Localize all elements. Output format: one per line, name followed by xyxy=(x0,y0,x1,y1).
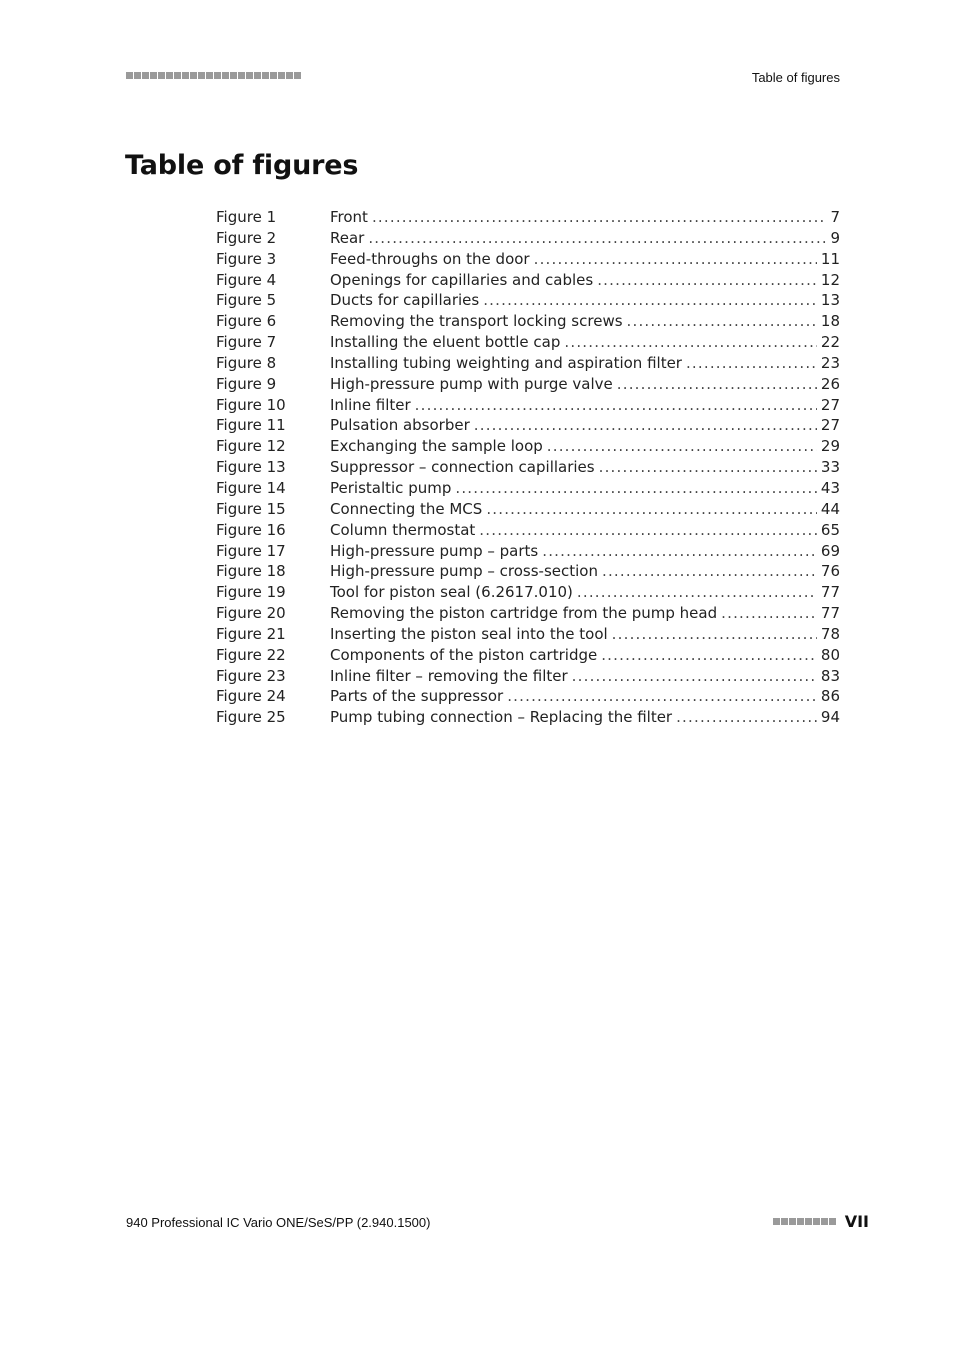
decor-square xyxy=(270,72,277,79)
dot-leader xyxy=(721,604,817,622)
figure-entry[interactable] xyxy=(216,208,840,229)
decor-square xyxy=(190,72,197,79)
figure-title: Installing tubing weighting and aspiration filter xyxy=(330,353,682,372)
figure-label: Figure 6 xyxy=(216,312,277,331)
decor-square xyxy=(773,1218,780,1225)
figure-label: Figure 5 xyxy=(216,291,277,310)
dot-leader xyxy=(602,562,817,580)
figure-label: Figure 7 xyxy=(216,333,277,352)
figure-entry[interactable] xyxy=(216,250,840,271)
figure-entry[interactable] xyxy=(216,583,840,604)
figure-title: Components of the piston cartridge xyxy=(330,645,598,664)
figure-page-number: 27 xyxy=(820,416,840,435)
figure-title: Inline filter – removing the filter xyxy=(330,666,568,685)
dot-leader xyxy=(627,312,817,330)
decor-square xyxy=(238,72,245,79)
figure-label: Figure 20 xyxy=(216,604,286,623)
decor-square xyxy=(789,1218,796,1225)
dot-leader xyxy=(564,333,817,351)
figure-page-number: 69 xyxy=(820,541,840,560)
figure-page-number: 18 xyxy=(820,312,840,331)
figure-label: Figure 8 xyxy=(216,353,277,372)
figure-title: Peristaltic pump xyxy=(330,478,452,497)
figure-label: Figure 21 xyxy=(216,624,286,643)
decor-square xyxy=(198,72,205,79)
dot-leader xyxy=(455,479,817,497)
figure-label: Figure 1 xyxy=(216,208,277,226)
figure-entry[interactable] xyxy=(216,458,840,479)
decor-square xyxy=(797,1218,804,1225)
dot-leader xyxy=(542,542,817,560)
figure-entry[interactable] xyxy=(216,271,840,292)
figure-page-number: 43 xyxy=(820,478,840,497)
figure-title: Front xyxy=(330,208,368,226)
dot-leader xyxy=(597,271,817,289)
figure-entry[interactable] xyxy=(216,646,840,667)
figure-label: Figure 3 xyxy=(216,249,277,268)
figure-label: Figure 23 xyxy=(216,666,286,685)
figure-title: Rear xyxy=(330,228,365,247)
figure-entry[interactable] xyxy=(216,375,840,396)
figure-page-number: 77 xyxy=(820,583,840,602)
figure-label: Figure 10 xyxy=(216,395,286,414)
decor-square xyxy=(829,1218,836,1225)
figure-page-number: 65 xyxy=(820,520,840,539)
decor-square xyxy=(134,72,141,79)
figure-entry[interactable] xyxy=(216,437,840,458)
figure-entry[interactable] xyxy=(216,354,840,375)
figure-label: Figure 11 xyxy=(216,416,286,435)
figure-page-number: 22 xyxy=(820,333,840,352)
decor-square xyxy=(278,72,285,79)
dot-leader xyxy=(572,667,817,685)
figure-label: Figure 22 xyxy=(216,645,286,664)
figure-title: Removing the transport locking screws xyxy=(330,312,623,331)
figure-entry[interactable] xyxy=(216,312,840,333)
decor-square xyxy=(142,72,149,79)
figure-title: Exchanging the sample loop xyxy=(330,437,543,456)
dot-leader xyxy=(676,708,817,726)
figure-label: Figure 24 xyxy=(216,687,286,706)
figure-title: Ducts for capillaries xyxy=(330,291,480,310)
figure-page-number: 94 xyxy=(820,708,840,727)
decor-square xyxy=(781,1218,788,1225)
figure-list xyxy=(216,208,840,729)
figure-entry[interactable] xyxy=(216,625,840,646)
figure-page-number: 77 xyxy=(820,604,840,623)
decor-square xyxy=(214,72,221,79)
figure-entry[interactable] xyxy=(216,333,840,354)
decor-square xyxy=(166,72,173,79)
figure-page-number: 13 xyxy=(820,291,840,310)
figure-page-number: 76 xyxy=(820,562,840,581)
figure-page-number: 9 xyxy=(830,228,840,247)
decor-square xyxy=(805,1218,812,1225)
figure-page-number: 26 xyxy=(820,374,840,393)
figure-page-number: 23 xyxy=(820,353,840,372)
footer-decor-squares xyxy=(773,1218,836,1225)
decor-square xyxy=(254,72,261,79)
decor-square xyxy=(821,1218,828,1225)
decor-square xyxy=(262,72,269,79)
figure-page-number: 29 xyxy=(820,437,840,456)
decor-square xyxy=(126,72,133,79)
header-decor-squares xyxy=(126,72,301,80)
figure-label: Figure 14 xyxy=(216,478,286,497)
figure-entry[interactable] xyxy=(216,687,840,708)
footer-page-number: VII xyxy=(844,1212,869,1231)
dot-leader xyxy=(534,250,817,268)
figure-label: Figure 4 xyxy=(216,270,277,289)
figure-title: Suppressor – connection capillaries xyxy=(330,458,595,477)
footer-document-name: 940 Professional IC Vario ONE/SeS/PP (2.940.1500) xyxy=(126,1215,431,1230)
figure-entry[interactable] xyxy=(216,416,840,437)
page-title: Table of figures xyxy=(125,150,359,181)
figure-page-number: 27 xyxy=(820,395,840,414)
decor-square xyxy=(286,72,293,79)
dot-leader xyxy=(547,437,817,455)
decor-square xyxy=(246,72,253,79)
dot-leader xyxy=(577,583,817,601)
dot-leader xyxy=(507,687,817,705)
dot-leader xyxy=(372,208,827,226)
figure-label: Figure 15 xyxy=(216,499,286,518)
figure-title: Installing the eluent bottle cap xyxy=(330,333,561,352)
dot-leader xyxy=(601,646,817,664)
figure-page-number: 86 xyxy=(820,687,840,706)
figure-entry[interactable] xyxy=(216,562,840,583)
figure-page-number: 44 xyxy=(820,499,840,518)
figure-title: Pump tubing connection – Replacing the filter xyxy=(330,708,673,727)
dot-leader xyxy=(483,291,817,309)
dot-leader xyxy=(479,521,817,539)
decor-square xyxy=(174,72,181,79)
figure-entry[interactable] xyxy=(216,542,840,563)
decor-square xyxy=(294,72,301,79)
figure-title: High-pressure pump with purge valve xyxy=(330,374,613,393)
figure-title: High-pressure pump – parts xyxy=(330,541,539,560)
dot-leader xyxy=(686,354,817,372)
figure-title: Inline filter xyxy=(330,395,411,414)
dot-leader xyxy=(474,416,817,434)
figure-label: Figure 19 xyxy=(216,583,286,602)
figure-title: High-pressure pump – cross-section xyxy=(330,562,598,581)
decor-square xyxy=(182,72,189,79)
figure-title: Parts of the suppressor xyxy=(330,687,504,706)
dot-leader xyxy=(415,396,817,414)
decor-square xyxy=(813,1218,820,1225)
header-section-title: Table of figures xyxy=(751,70,840,85)
figure-label: Figure 25 xyxy=(216,708,286,727)
figure-title: Removing the piston cartridge from the pump head xyxy=(330,604,718,623)
figure-page-number: 12 xyxy=(820,270,840,289)
decor-square xyxy=(206,72,213,79)
figure-title: Feed-throughs on the door xyxy=(330,249,530,268)
figure-entry[interactable] xyxy=(216,604,840,625)
figure-title: Tool for piston seal (6.2617.010) xyxy=(330,583,573,602)
dot-leader xyxy=(612,625,817,643)
figure-page-number: 83 xyxy=(820,666,840,685)
figure-label: Figure 12 xyxy=(216,437,286,456)
figure-label: Figure 13 xyxy=(216,458,286,477)
figure-title: Inserting the piston seal into the tool xyxy=(330,624,608,643)
figure-page-number: 78 xyxy=(820,624,840,643)
figure-entry[interactable] xyxy=(216,708,840,729)
dot-leader xyxy=(599,458,817,476)
figure-entry[interactable] xyxy=(216,396,840,417)
figure-label: Figure 18 xyxy=(216,562,286,581)
figure-page-number: 7 xyxy=(830,208,840,226)
figure-entry[interactable] xyxy=(216,479,840,500)
figure-title: Pulsation absorber xyxy=(330,416,470,435)
figure-entry[interactable] xyxy=(216,291,840,312)
dot-leader xyxy=(486,500,817,518)
decor-square xyxy=(230,72,237,79)
figure-page-number: 33 xyxy=(820,458,840,477)
figure-label: Figure 9 xyxy=(216,374,277,393)
figure-label: Figure 2 xyxy=(216,228,277,247)
figure-entry[interactable] xyxy=(216,667,840,688)
decor-square xyxy=(150,72,157,79)
dot-leader xyxy=(617,375,817,393)
decor-square xyxy=(158,72,165,79)
figure-entry[interactable] xyxy=(216,229,840,250)
figure-label: Figure 17 xyxy=(216,541,286,560)
figure-title: Openings for capillaries and cables xyxy=(330,270,594,289)
figure-label: Figure 16 xyxy=(216,520,286,539)
figure-entry[interactable] xyxy=(216,500,840,521)
figure-title: Connecting the MCS xyxy=(330,499,483,518)
figure-entry[interactable] xyxy=(216,521,840,542)
figure-title: Column thermostat xyxy=(330,520,476,539)
figure-page-number: 11 xyxy=(820,249,840,268)
decor-square xyxy=(222,72,229,79)
figure-page-number: 80 xyxy=(820,645,840,664)
dot-leader xyxy=(368,229,826,247)
